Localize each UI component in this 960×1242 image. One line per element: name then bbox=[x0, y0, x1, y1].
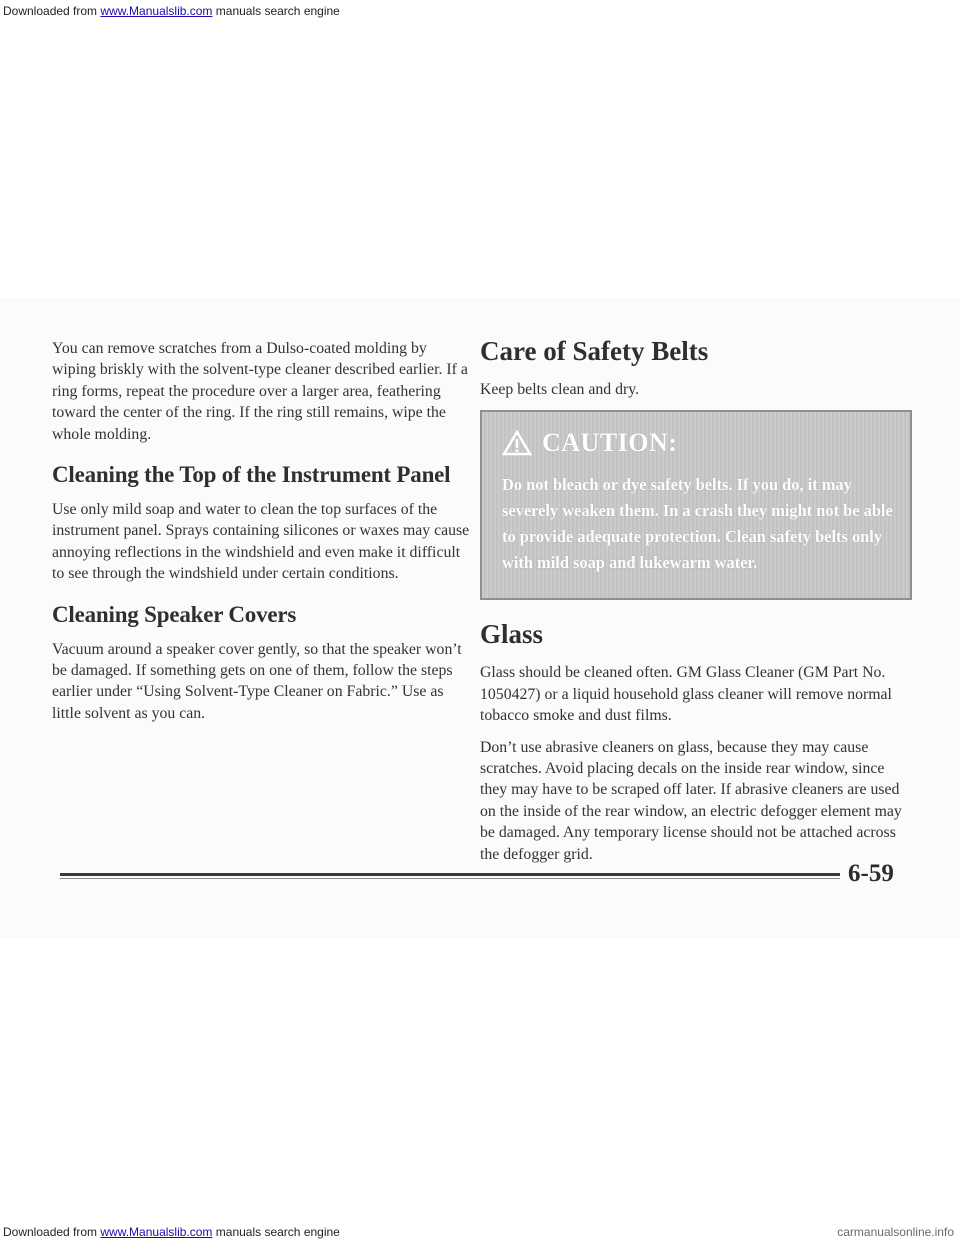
glass-paragraph-2: Don’t use abrasive cleaners on glass, because they may cause scratches. Avoid placing decals on the inside rear window, since they may have to be scraped off later. If abrasive cleaners are used on the inside of the rear window, an electric defogger element may be damaged. Any temporary license should not be attached across the defogger grid. bbox=[480, 738, 902, 863]
source-suffix-footer: manuals search engine bbox=[212, 1225, 340, 1239]
safety-belts-paragraph: Keep belts clean and dry. bbox=[480, 381, 640, 398]
caution-title: CAUTION: bbox=[542, 428, 678, 458]
instrument-panel-paragraph: Use only mild soap and water to clean the top surfaces of the instrument panel. Sprays containing silicones or waxes may cause annoying reflections in the windshield and even make it difficult to see through the windshield under certain conditions. bbox=[52, 501, 470, 583]
source-prefix: Downloaded from bbox=[3, 4, 101, 18]
dulso-molding-paragraph: You can remove scratches from a Dulso-coated molding by wiping briskly with the solvent-type cleaner described earlier. If a ring forms, repeat the procedure over a larger area, feathering toward the center of the ring. If the ring still remains, wipe the whole molding. bbox=[52, 340, 468, 443]
glass-heading: Glass bbox=[480, 619, 544, 650]
download-source-header bbox=[0, 0, 960, 22]
instrument-panel-heading: Cleaning the Top of the Instrument Panel bbox=[52, 462, 451, 488]
footer-rule bbox=[60, 873, 840, 876]
caution-box bbox=[480, 410, 912, 600]
manualslib-link[interactable]: www.Manualslib.com bbox=[100, 4, 213, 18]
caution-text: Do not bleach or dye safety belts. If you do, it may severely weaken them. In a crash they might not be able to provide adequate protection. Clean safety belts only with mild soap and lukewarm water. bbox=[502, 475, 893, 573]
source-suffix: manuals search engine bbox=[212, 4, 340, 18]
source-prefix-footer: Downloaded from bbox=[3, 1225, 101, 1239]
manualslib-link-footer[interactable]: www.Manualslib.com bbox=[100, 1225, 213, 1239]
speaker-covers-heading: Cleaning Speaker Covers bbox=[52, 601, 297, 627]
caution-header bbox=[502, 428, 896, 458]
page-number: 6-59 bbox=[848, 860, 894, 887]
footer-rule-thin bbox=[60, 878, 840, 879]
right-column bbox=[480, 335, 912, 875]
safety-belts-heading: Care of Safety Belts bbox=[480, 336, 709, 366]
glass-paragraph-1: Glass should be cleaned often. GM Glass Cleaner (GM Part No. 1050427) or a liquid household glass cleaner will remove normal tobacco smoke and dust films. bbox=[480, 664, 892, 725]
carmanualsonline-watermark: carmanualsonline.info bbox=[837, 1225, 954, 1239]
warning-triangle-icon bbox=[502, 430, 532, 456]
speaker-covers-paragraph: Vacuum around a speaker cover gently, so that the speaker won’t be damaged. If something gets on one of them, follow the steps earlier under “Using Solvent-Type Cleaner on Fabric.” Use as little solvent as you can. bbox=[52, 640, 462, 722]
download-source-footer bbox=[0, 1222, 960, 1242]
left-column bbox=[52, 338, 472, 734]
